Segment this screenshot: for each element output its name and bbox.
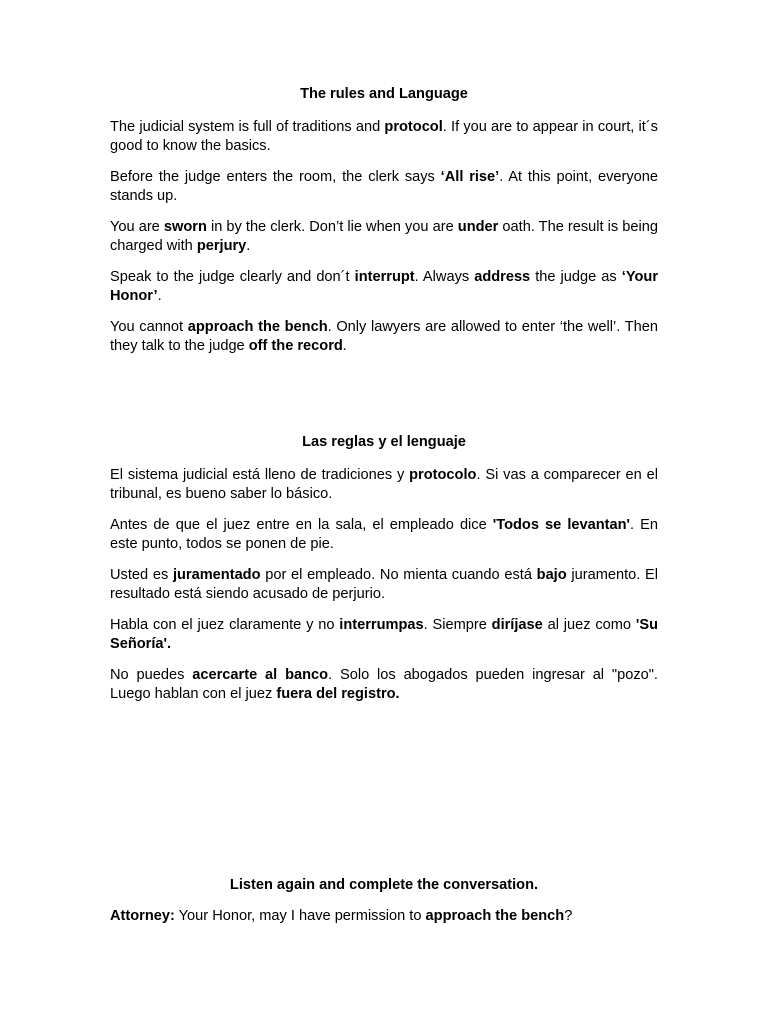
bold-term: approach the bench [425, 908, 565, 924]
paragraph [110, 516, 658, 554]
text-run: Usted es [110, 567, 173, 583]
bold-term: Attorney: [110, 908, 175, 924]
bold-term: diríjase [491, 617, 543, 633]
bold-term: interrupt [354, 269, 415, 285]
english-title: The rules and Language [300, 86, 468, 102]
text-run: . Si vas a comparecer en el tribunal, es bueno saber lo básico. [110, 467, 658, 502]
bold-term: acercarte al banco [192, 667, 329, 683]
bold-term: perjury [196, 238, 247, 254]
text-run: . [342, 338, 347, 354]
paragraph [110, 118, 658, 156]
text-run: juramento. El resultado está siendo acusado de perjurio. [110, 567, 658, 602]
text-run: Habla con el juez claramente y no [110, 617, 340, 633]
paragraph [110, 907, 658, 926]
bold-term: sworn [163, 219, 207, 235]
spanish-body [110, 466, 658, 704]
conversation-title: Listen again and complete the conversation. [229, 877, 539, 893]
bold-term: ‘Your Honor’ [110, 269, 658, 304]
bold-term: bajo [536, 567, 567, 583]
text-run: . Only lawyers are allowed to enter ‘the well’. Then they talk to the judge [110, 319, 658, 354]
bold-term: protocol [384, 119, 443, 135]
text-run: oath. The result is being charged with [110, 219, 659, 254]
spanish-title: Las reglas y el lenguaje [302, 434, 466, 450]
paragraph [110, 268, 658, 306]
paragraph [110, 318, 658, 356]
paragraph [110, 168, 658, 206]
spanish-section [110, 433, 658, 716]
bold-term: ‘All rise’ [440, 169, 500, 185]
text-run: The judicial system is full of traditions and [110, 119, 385, 135]
text-run: El sistema judicial está lleno de tradiciones y [110, 467, 410, 483]
text-run: por el empleado. No mienta cuando está [260, 567, 537, 583]
paragraph [110, 566, 658, 604]
bold-term: 'Todos se levantan' [492, 517, 631, 533]
bold-term: off the record [248, 338, 343, 354]
paragraph [110, 616, 658, 654]
bold-term: address [474, 269, 531, 285]
text-run: . Siempre [423, 617, 492, 633]
text-run: You are [110, 219, 164, 235]
bold-term: protocolo [409, 467, 477, 483]
conversation-body [110, 907, 658, 926]
bold-term: interrumpas [339, 617, 424, 633]
text-run: . [157, 288, 162, 304]
bold-term: approach the bench [187, 319, 328, 335]
text-run: No puedes [110, 667, 193, 683]
english-body [110, 118, 658, 356]
text-run: al juez como [542, 617, 636, 633]
paragraph [110, 466, 658, 504]
bold-term: 'Su Señoría'. [110, 617, 658, 652]
text-run: ? [564, 908, 573, 924]
paragraph [110, 218, 658, 256]
bold-term: juramentado [172, 567, 261, 583]
english-section [110, 85, 658, 368]
text-run: Speak to the judge clearly and don´t [110, 269, 355, 285]
text-run: . [246, 238, 251, 254]
text-run: . En este punto, todos se ponen de pie. [110, 517, 658, 552]
text-run: Antes de que el juez entre en la sala, el empleado dice [110, 517, 493, 533]
bold-term: under [457, 219, 499, 235]
text-run: . Solo los abogados pueden ingresar al "pozo". Luego hablan con el juez [110, 667, 658, 702]
text-run: Before the judge enters the room, the clerk says [110, 169, 441, 185]
text-run: Your Honor, may I have permission to [174, 908, 426, 924]
paragraph [110, 666, 658, 704]
text-run: . Always [414, 269, 475, 285]
text-run: You cannot [110, 319, 188, 335]
text-run: the judge as [530, 269, 622, 285]
text-run: . If you are to appear in court, it´s good to know the basics. [110, 119, 658, 154]
text-run: . At this point, everyone stands up. [110, 169, 659, 204]
text-run: in by the clerk. Don’t lie when you are [206, 219, 458, 235]
bold-term: fuera del registro. [276, 686, 400, 702]
conversation-section [110, 876, 658, 938]
